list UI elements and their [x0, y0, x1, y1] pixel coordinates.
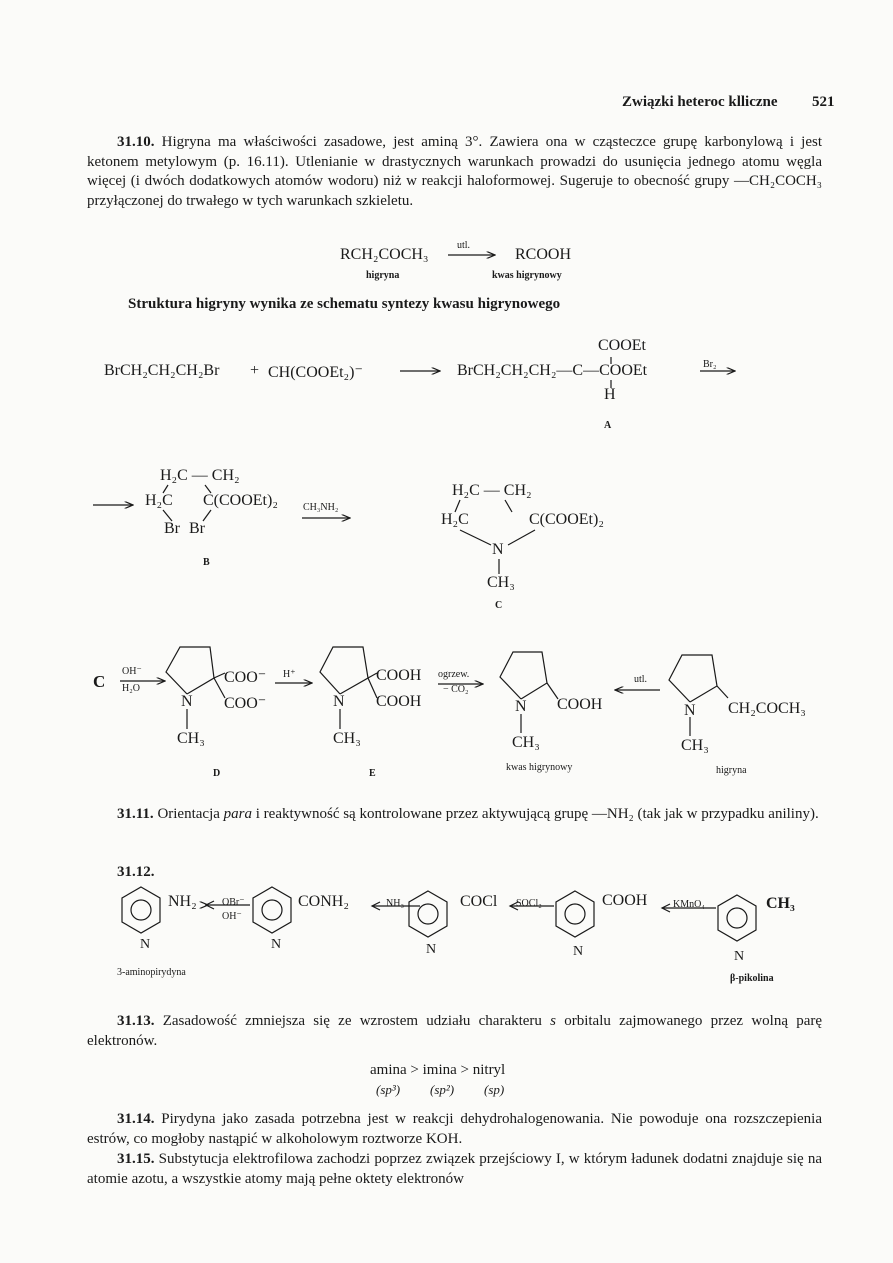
- section-number: 31.10.: [117, 134, 155, 150]
- D-label: D: [213, 768, 221, 779]
- B-br1: Br: [164, 520, 180, 537]
- hygrine-label: higryna: [716, 765, 747, 776]
- E-sub2: COOH: [376, 693, 422, 710]
- E-methyl: CH₃: [333, 730, 361, 747]
- compound-A-chain: BrCH₂CH₂CH₂—C—COOEt: [457, 362, 648, 379]
- section-31-15-text: 31.15. Substytucja elektrofilowa zachodzi poprzez związek przejściowy I, w którym ładunek dodatni znajduje się na atomie azotu, a wszystkie atomy mają pełne oktety elektronów: [87, 1151, 822, 1187]
- section-31-12-number: 31.12.: [117, 864, 155, 880]
- page-number: 521: [812, 94, 835, 110]
- E-nitrogen: N: [333, 693, 345, 710]
- arrow-kmno4-top: KMnO₄: [673, 899, 705, 910]
- D-nitrogen: N: [181, 693, 193, 710]
- acid-methyl: CH₃: [512, 734, 540, 751]
- arrow-label: utl.: [457, 240, 471, 251]
- product-label: kwas higrynowy: [492, 270, 562, 281]
- arrow3-bottom: − CO₂: [443, 684, 469, 695]
- section-31-13-text: 31.13. Zasadowość zmniejsza się ze wzrostem udziału charakteru s orbitalu zajmowanego przez wolną parę elektronów.: [87, 1013, 823, 1049]
- product-formula: RCOOH: [515, 246, 572, 263]
- D-methyl: CH₃: [177, 730, 205, 747]
- pyridine1-N: N: [140, 937, 151, 952]
- hygrine-methyl: CH₃: [681, 737, 709, 754]
- start-C: C: [93, 672, 106, 691]
- C-methyl: CH₃: [487, 574, 515, 591]
- synthesis-intro: Struktura higryny wynika ze schematu syntezy kwasu higrynowego: [128, 296, 561, 312]
- pyridine1-sub: NH₂: [168, 893, 197, 910]
- hyb-imine: (sp²): [430, 1082, 455, 1097]
- pyridine5-N: N: [734, 949, 745, 964]
- B-left: H₂C: [145, 492, 173, 509]
- pyridine4-sub: COOH: [602, 892, 648, 909]
- hygrine-nitrogen: N: [684, 702, 696, 719]
- acid-sub: COOH: [557, 696, 603, 713]
- D-sub2: COO⁻: [224, 695, 267, 712]
- pyridine2-sub: CONH₂: [298, 893, 349, 910]
- br2-label: Br₂: [703, 359, 717, 370]
- C-label: C: [495, 600, 503, 611]
- plus-sign: +: [250, 362, 260, 379]
- running-title: Związki heteroc klliczne: [622, 94, 778, 110]
- acid-label: kwas higrynowy: [506, 762, 573, 773]
- arrow4-top: utl.: [634, 674, 648, 685]
- malonate-anion: CH(COOEt₂)⁻: [268, 364, 363, 381]
- compound-A-top: COOEt: [598, 337, 646, 354]
- arrow-nh3-top: NH₃: [386, 898, 404, 909]
- hygrine-sub: CH₂COCH₃: [728, 700, 806, 717]
- arrow1-top: OH⁻: [122, 666, 142, 677]
- E-label: E: [369, 768, 376, 779]
- C-left: H₂C: [441, 511, 469, 528]
- section-31-10-text: 31.10. Higryna ma właściwości zasadowe, jest aminą 3°. Zawiera ona w cząsteczce grupę karbonylową i jest ketonem metylowym (p. 16.11). Utlenianie w drastycznych warunkach prowadzi do usunięcia jednego atomu węgla więcej (i dwóch dodatkowych atomów wodoru) niż w reakcji haloformowej. Sugeruje to obecność grupy —CH₂COCH₃ przyłączonej do trwałego w tych warunkach szkieletu.: [87, 134, 822, 209]
- D-sub1: COO⁻: [224, 669, 267, 686]
- hyb-amine: (sp³): [376, 1082, 401, 1097]
- C-right: C(COOEt)₂: [529, 511, 604, 528]
- basicity-order: amina > imina > nitryl: [370, 1062, 506, 1078]
- compound-A-bottom: H: [604, 386, 616, 403]
- C-top: H₂C — CH₂: [452, 482, 532, 499]
- arrow-obr-top: OBr⁻: [222, 897, 245, 908]
- pyridine5-sub: CH₃: [766, 895, 795, 912]
- dibromopropane: BrCH₂CH₂CH₂Br: [104, 362, 220, 379]
- section-31-14-text: 31.14. Pirydyna jako zasada potrzebna jest w reakcji dehydrohalogenowania. Nie powoduje ona rozszczepienia estrów, co mogłoby nastąpić w alkoholowym roztworze KOH.: [87, 1111, 822, 1147]
- E-sub1: COOH: [376, 667, 422, 684]
- methylamine-label: CH₃NH₂: [303, 502, 339, 513]
- hyb-nitrile: (sp): [484, 1082, 505, 1097]
- acid-nitrogen: N: [515, 698, 527, 715]
- pyridine4-N: N: [573, 944, 584, 959]
- reactant-formula: RCH₂COCH₃: [340, 246, 429, 263]
- reactant-label: higryna: [366, 270, 400, 281]
- arrow2-top: H⁺: [283, 669, 296, 680]
- arrow1-bottom: H₂O: [122, 683, 140, 694]
- C-nitrogen: N: [492, 541, 504, 558]
- arrow3-top: ogrzew.: [438, 669, 470, 680]
- B-label: B: [203, 557, 210, 568]
- pyridine3-sub: COCl: [460, 893, 498, 910]
- pyridine2-N: N: [271, 937, 282, 952]
- B-br2: Br: [189, 520, 205, 537]
- arrow-obr-bottom: OH⁻: [222, 911, 242, 922]
- B-top: H₂C — CH₂: [160, 467, 240, 484]
- compound-A-label: A: [604, 420, 612, 431]
- pyridine3-N: N: [426, 942, 437, 957]
- section-31-11-text: 31.11. Orientacja para i reaktywność są kontrolowane przez aktywującą grupę —NH₂ (tak jak w przypadku aniliny).: [117, 806, 819, 822]
- pyridine1-label: 3-aminopirydyna: [117, 967, 186, 978]
- B-right: C(COOEt)₂: [203, 492, 278, 509]
- pyridine5-label: β-pikolina: [730, 973, 774, 984]
- arrow-socl2-top: SOCl₂: [516, 898, 542, 909]
